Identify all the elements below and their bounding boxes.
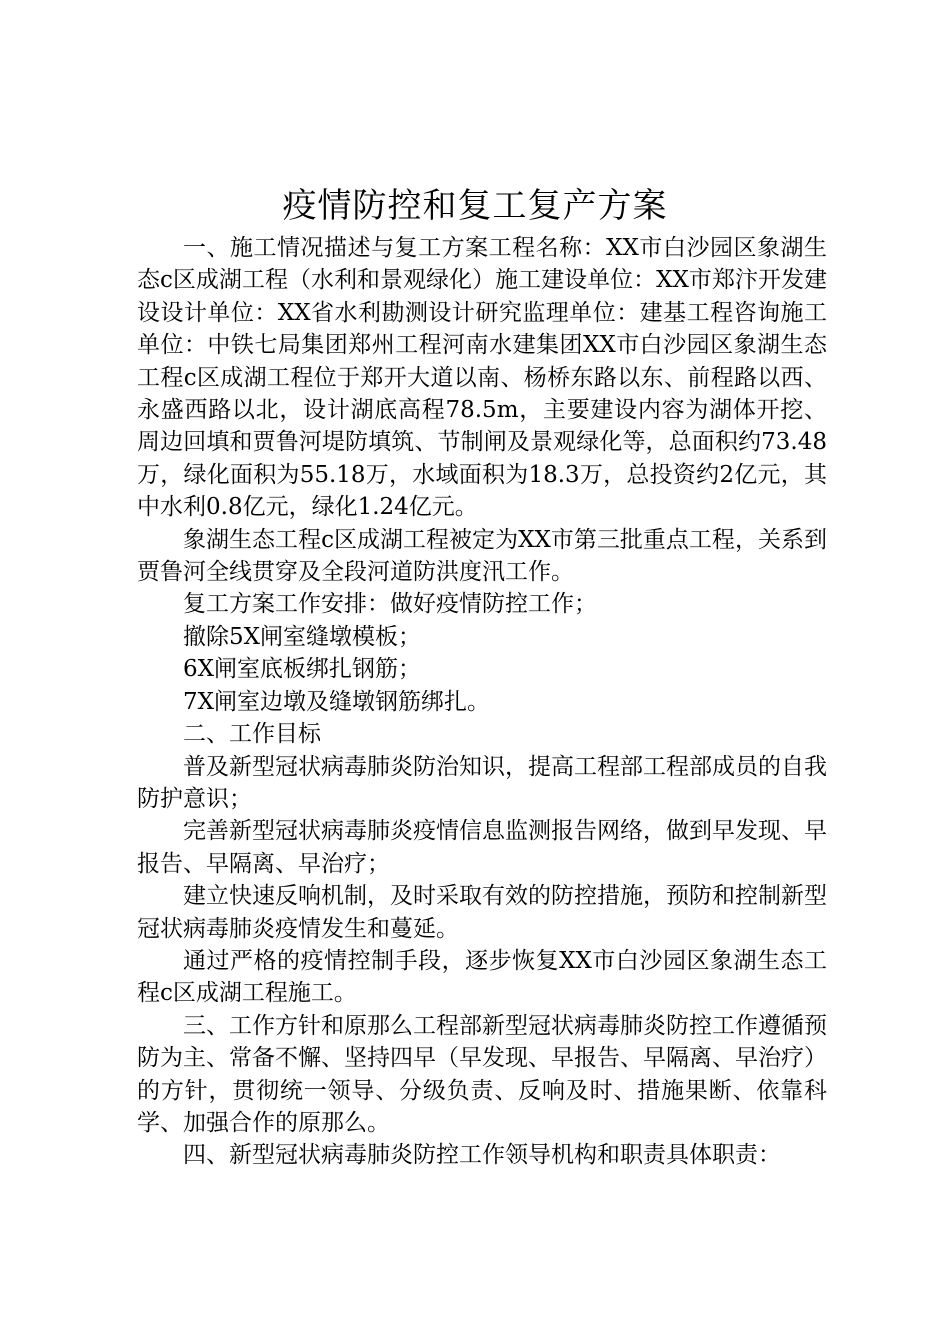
paragraph-goal-response: 建立快速反响机制，及时采取有效的防控措施，预防和控制新型冠状病毒肺炎疫情发生和蔓延。 <box>137 883 827 942</box>
paragraph-key-project: 象湖生态工程c区成湖工程被定为XX市第三批重点工程，关系到贾鲁河全线贯穿及全段河道防洪度汛工作。 <box>137 526 827 586</box>
paragraph-goal-knowledge: 普及新型冠状病毒肺炎防治知识，提高工程部工程部成员的自我防护意识； <box>137 753 827 812</box>
paragraph-leadership: 四、新型冠状病毒肺炎防控工作领导机构和职责具体职责： <box>183 1142 781 1169</box>
paragraph-task-5x: 撤除5X闸室缝墩模板； <box>183 623 422 650</box>
paragraph-project-overview: 一、施工情况描述与复工方案工程名称：XX市白沙园区象湖生态c区成湖工程（水利和景观绿化）施工建设单位：XX市郑汴开发建设设计单位：XX省水利勘测设计研究监理单位：建基工程咨询施工单位：中铁七局集团郑州工程河南水建集团XX市白沙园区象湖生态工程c区成湖工程位于郑开大道以南、杨桥东路以东、前程路以西、永盛西路以北，设计湖底高程78.5m，主要建设内容为湖体开挖、周边回填和贾鲁河堤防填筑、节制闸及景观绿化等，总面积约73.48万，绿化面积为55.18万，水域面积为18.3万，总投资约2亿元，其中水利0.8亿元，绿化1.24亿元。 <box>137 235 827 521</box>
paragraph-task-6x: 6X闸室底板绑扎钢筋； <box>183 656 422 683</box>
paragraph-principles: 三、工作方针和原那么工程部新型冠状病毒肺炎防控工作遵循预防为主、常备不懈、坚持四早（早发现、早报告、早隔离、早治疗）的方针，贯彻统一领导、分级负责、反响及时、措施果断、依靠科学、加强合作的原那么。 <box>137 1012 827 1136</box>
paragraph-goal-recovery: 通过严格的疫情控制手段，逐步恢复XX市白沙园区象湖生态工程c区成湖工程施工。 <box>137 947 827 1007</box>
section-heading-goals: 二、工作目标 <box>183 721 321 748</box>
paragraph-work-arrangement: 复工方案工作安排：做好疫情防控工作； <box>183 591 597 618</box>
document-title: 疫情防控和复工复产方案 <box>282 186 668 226</box>
document-body <box>137 232 827 1172</box>
paragraph-goal-monitoring: 完善新型冠状病毒肺炎疫情信息监测报告网络，做到早发现、早报告、早隔离、早治疗； <box>137 818 827 877</box>
paragraph-task-7x: 7X闸室边墩及缝墩钢筋绑扎。 <box>183 688 491 715</box>
